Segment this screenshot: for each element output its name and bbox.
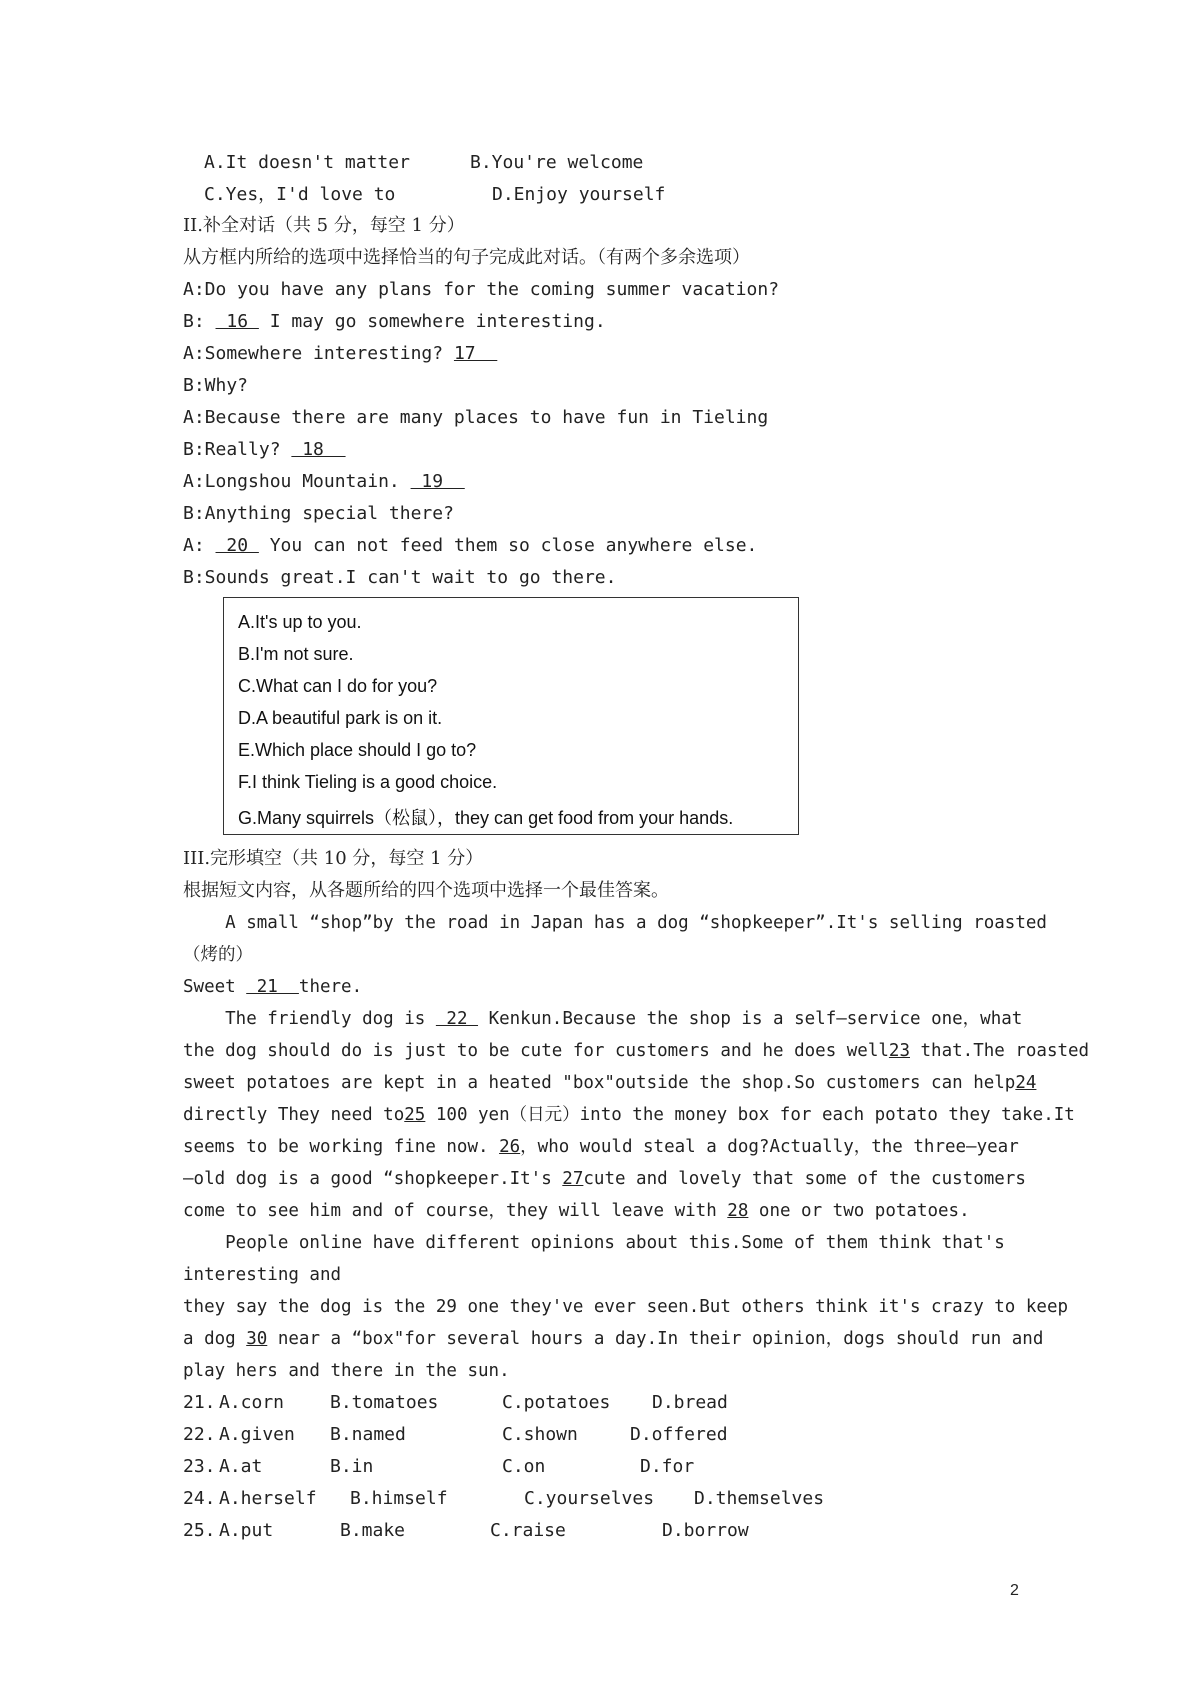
passage-text-after: cute and lovely that some of the customers bbox=[583, 1169, 1026, 1189]
question-option-c: C.potatoes bbox=[502, 1392, 611, 1413]
answer-blank: 22 bbox=[435, 1009, 479, 1029]
dialogue-text: A:Longshou Mountain. bbox=[183, 471, 411, 492]
passage-line bbox=[183, 1072, 1036, 1094]
section2-instruction: 从方框内所给的选项中选择恰当的句子完成此对话。（有两个多余选项） bbox=[183, 247, 750, 268]
answer-blank: 27 bbox=[562, 1169, 584, 1189]
dialogue-line bbox=[183, 439, 346, 461]
box-option-f: F.I think Tieling is a good choice. bbox=[238, 772, 498, 792]
dialogue-text: A: bbox=[183, 535, 216, 556]
question-option-a: A.put bbox=[219, 1520, 274, 1541]
passage-line bbox=[183, 1296, 1068, 1318]
passage-text: interesting and bbox=[183, 1265, 342, 1285]
passage-text-after: near a “box"for several hours a day.In their opinion，dogs should run and bbox=[267, 1329, 1044, 1349]
question-number: 21. bbox=[183, 1392, 216, 1413]
options-box bbox=[223, 597, 799, 835]
prev-option-a: A.It doesn't matter bbox=[204, 152, 410, 173]
dialogue-line bbox=[183, 471, 465, 493]
question-option-b: B.himself bbox=[350, 1488, 448, 1509]
answer-blank: 16 bbox=[215, 311, 259, 332]
passage-text: A small “shop”by the road in Japan has a dog “shopkeeper”.It's selling roasted bbox=[183, 913, 1047, 933]
passage-line bbox=[183, 1200, 970, 1222]
answer-blank: 18 bbox=[291, 439, 346, 460]
dialogue-text: B:Really? bbox=[183, 439, 292, 460]
question-option-b: B.named bbox=[330, 1424, 406, 1445]
question-option-c: C.yourselves bbox=[524, 1488, 655, 1509]
question-option-b: B.tomatoes bbox=[330, 1392, 439, 1413]
dialogue-text: A:Do you have any plans for the coming summer vacation? bbox=[183, 279, 780, 300]
answer-blank: 26 bbox=[499, 1137, 521, 1157]
passage-text: come to see him and of course，they will leave with bbox=[183, 1201, 728, 1221]
passage-text: they say the dog is the 29 one they've ever seen.But others think it's crazy to keep bbox=[183, 1297, 1069, 1317]
box-option-e: E.Which place should I go to? bbox=[238, 740, 477, 760]
dialogue-text: A:Because there are many places to have fun in Tieling bbox=[183, 407, 769, 428]
prev-option-d: D.Enjoy yourself bbox=[492, 184, 666, 205]
dialogue-line bbox=[183, 375, 248, 397]
passage-text: Sweet bbox=[183, 977, 247, 997]
prev-option-c: C.Yes，I'd love to bbox=[204, 184, 396, 205]
dialogue-text: A:Somewhere interesting? bbox=[183, 343, 454, 364]
dialogue-line bbox=[183, 311, 606, 333]
passage-text-after: ，who would steal a dog?Actually，the three—year bbox=[520, 1137, 1019, 1157]
page-number: 2 bbox=[1010, 1582, 1019, 1599]
question-option-d: D.for bbox=[640, 1456, 695, 1477]
dialogue-line bbox=[183, 343, 497, 365]
passage-line bbox=[183, 1168, 1026, 1190]
prev-option-b: B.You're welcome bbox=[470, 152, 644, 173]
question-number: 22. bbox=[183, 1424, 216, 1445]
passage-text: directly They need to bbox=[183, 1105, 405, 1125]
passage-text-after: that.The roasted bbox=[909, 1041, 1090, 1061]
passage-text: a dog bbox=[183, 1329, 247, 1349]
dialogue-line bbox=[183, 567, 616, 589]
passage-line bbox=[183, 976, 362, 998]
question-option-c: C.on bbox=[502, 1456, 546, 1477]
dialogue-line bbox=[183, 407, 768, 429]
question-option-d: D.borrow bbox=[662, 1520, 749, 1541]
dialogue-text: B:Sounds great.I can't wait to go there. bbox=[183, 567, 617, 588]
answer-blank: 17 bbox=[453, 343, 498, 364]
passage-line bbox=[183, 1040, 1089, 1062]
passage-line bbox=[183, 912, 1047, 934]
box-option-c: C.What can I do for you? bbox=[238, 676, 438, 696]
passage-line bbox=[183, 1264, 341, 1286]
question-option-a: A.given bbox=[219, 1424, 295, 1445]
question-option-d: D.themselves bbox=[694, 1488, 825, 1509]
dialogue-text: B: bbox=[183, 311, 216, 332]
passage-text: （烤的） bbox=[183, 945, 253, 965]
answer-blank: 30 bbox=[246, 1329, 268, 1349]
question-option-a: A.at bbox=[219, 1456, 263, 1477]
passage-text: the dog should do is just to be cute for customers and he does well bbox=[183, 1041, 889, 1061]
question-number: 25. bbox=[183, 1520, 216, 1541]
passage-text-after: there. bbox=[298, 977, 363, 997]
section3-instruction: 根据短文内容，从各题所给的四个选项中选择一个最佳答案。 bbox=[183, 880, 669, 901]
passage-line bbox=[183, 1136, 1019, 1158]
question-option-a: A.corn bbox=[219, 1392, 285, 1413]
passage-text: play hers and there in the sun. bbox=[183, 1361, 510, 1381]
section2-title: II.补全对话（共 5 分，每空 1 分） bbox=[183, 215, 465, 236]
dialogue-line bbox=[183, 503, 454, 525]
passage-line bbox=[183, 944, 253, 966]
question-number: 24. bbox=[183, 1488, 216, 1509]
dialogue-line bbox=[183, 535, 757, 557]
question-option-d: D.bread bbox=[652, 1392, 728, 1413]
box-option-a: A.It's up to you. bbox=[238, 612, 362, 632]
passage-line bbox=[183, 1104, 1075, 1126]
dialogue-line bbox=[183, 279, 779, 301]
answer-blank: 24 bbox=[1015, 1073, 1037, 1093]
question-option-d: D.offered bbox=[630, 1424, 728, 1445]
question-option-b: B.in bbox=[330, 1456, 374, 1477]
question-number: 23. bbox=[183, 1456, 216, 1477]
passage-line bbox=[183, 1008, 1022, 1030]
answer-blank: 20 bbox=[215, 535, 259, 556]
passage-line bbox=[183, 1328, 1043, 1350]
passage-text: seems to be working fine now. bbox=[183, 1137, 500, 1157]
dialogue-text: B:Anything special there? bbox=[183, 503, 454, 524]
passage-text: —old dog is a good “shopkeeper.It's bbox=[183, 1169, 563, 1189]
passage-text-after: 100 yen（日元）into the money box for each potato they take.It bbox=[425, 1105, 1075, 1125]
answer-blank: 21 bbox=[246, 977, 299, 997]
passage-text-after: one or two potatoes. bbox=[748, 1201, 970, 1221]
answer-blank: 28 bbox=[727, 1201, 749, 1221]
question-option-b: B.make bbox=[340, 1520, 406, 1541]
box-option-g: G.Many squirrels（松鼠），they can get food from your hands. bbox=[238, 808, 734, 828]
dialogue-text: B:Why? bbox=[183, 375, 249, 396]
dialogue-text-after: You can not feed them so close anywhere else. bbox=[258, 535, 758, 556]
question-option-c: C.raise bbox=[490, 1520, 566, 1541]
passage-line bbox=[183, 1360, 510, 1382]
passage-text: People online have different opinions about this.Some of them think that's bbox=[183, 1233, 1005, 1253]
passage-text: sweet potatoes are kept in a heated "box"outside the shop.So customers can help bbox=[183, 1073, 1016, 1093]
answer-blank: 25 bbox=[404, 1105, 426, 1125]
passage-line bbox=[183, 1232, 1005, 1254]
box-option-d: D.A beautiful park is on it. bbox=[238, 708, 443, 728]
question-option-c: C.shown bbox=[502, 1424, 578, 1445]
question-option-a: A.herself bbox=[219, 1488, 317, 1509]
passage-text: The friendly dog is bbox=[183, 1009, 436, 1029]
dialogue-text-after: I may go somewhere interesting. bbox=[258, 311, 606, 332]
answer-blank: 19 bbox=[410, 471, 465, 492]
passage-text-after: Kenkun.Because the shop is a self—service one，what bbox=[478, 1009, 1023, 1029]
answer-blank: 23 bbox=[888, 1041, 910, 1061]
box-option-b: B.I'm not sure. bbox=[238, 644, 354, 664]
section3-title: III.完形填空（共 10 分，每空 1 分） bbox=[183, 848, 484, 869]
